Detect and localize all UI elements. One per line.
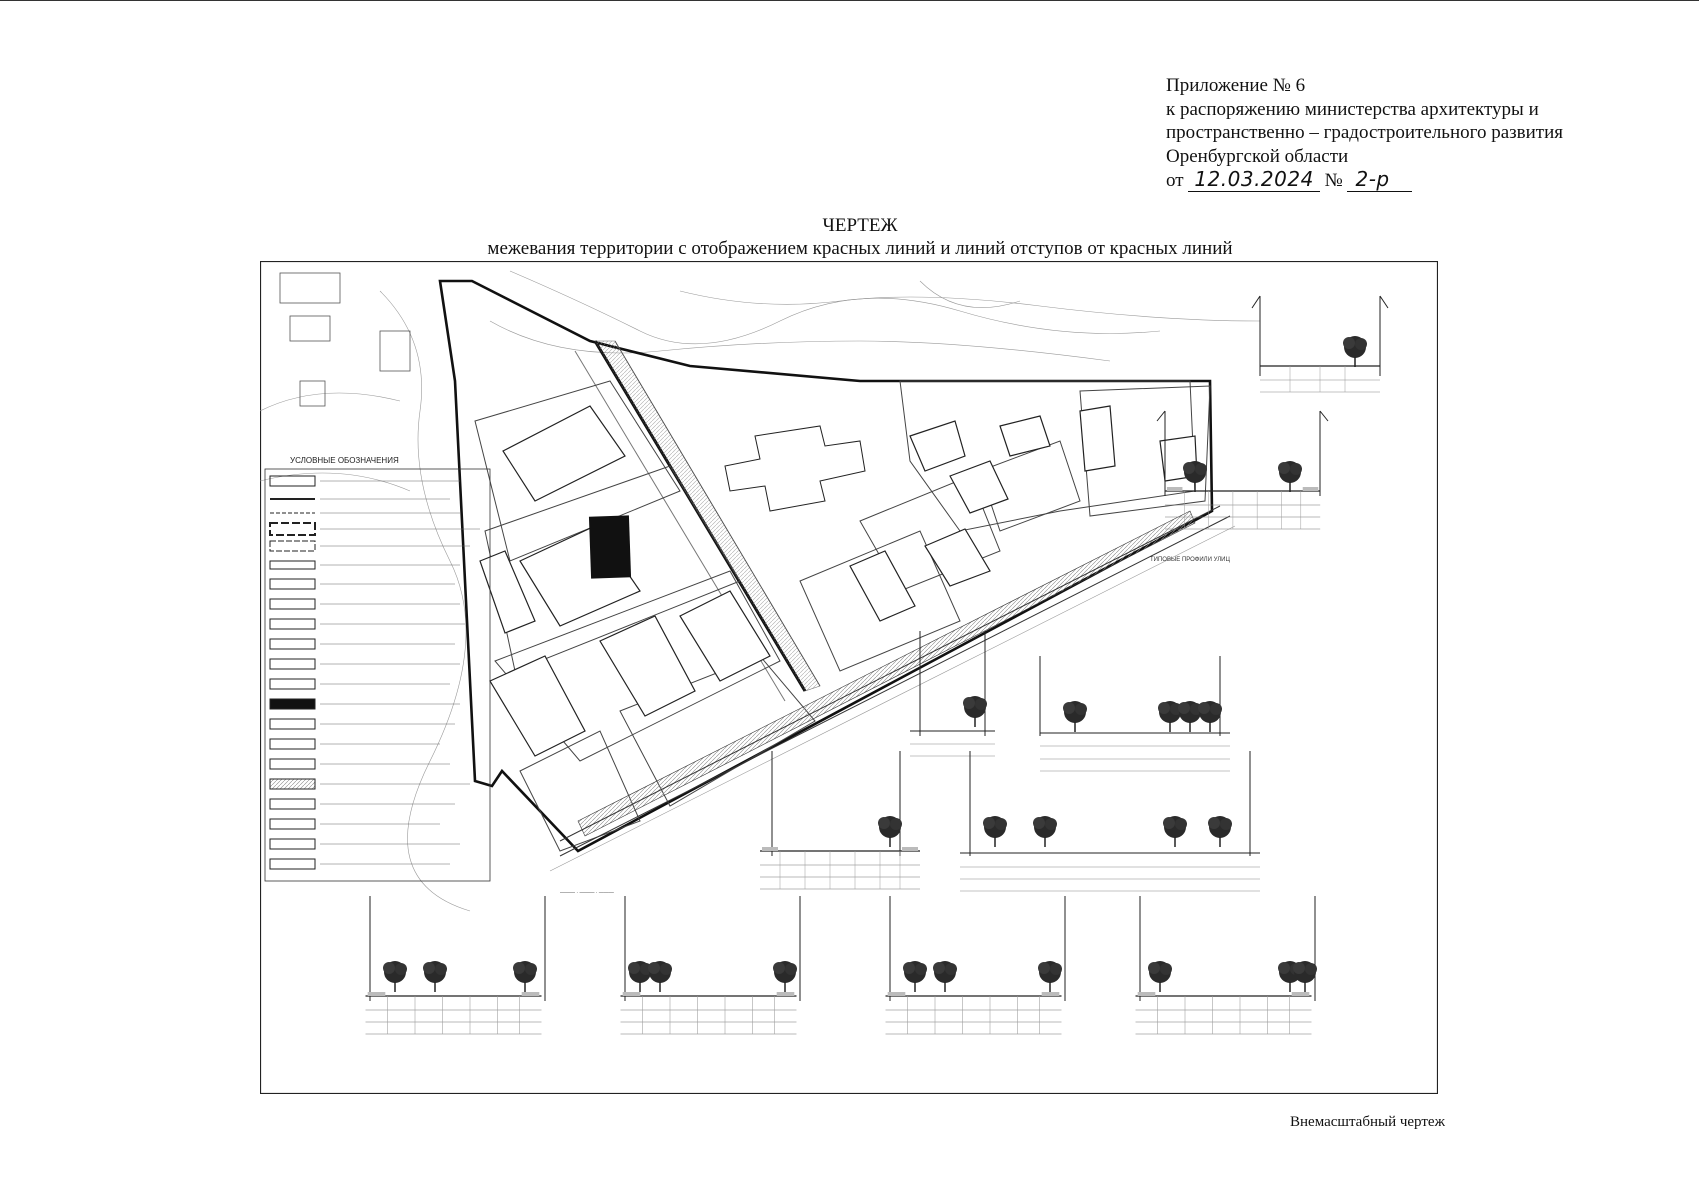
drawing-subtitle: межевания территории с отображением красных линий и линий отступов от красных линий — [487, 238, 1233, 259]
appendix-line-1: Приложение № 6 — [1166, 75, 1306, 96]
handwritten-number: 2-р — [1347, 167, 1411, 192]
parking-building-dark — [589, 515, 631, 578]
drawing-title: ЧЕРТЕЖ — [822, 215, 898, 236]
date-prefix: от — [1166, 170, 1184, 191]
appendix-line-4: Оренбургской области — [1166, 145, 1349, 167]
svg-text:——— · ——— · ———: ——— · ——— · ——— — [560, 890, 614, 896]
drawing-frame — [260, 261, 1438, 1094]
typical-profiles-heading: ТИПОВЫЕ ПРОФИЛИ УЛИЦ — [1150, 557, 1230, 563]
appendix-block — [1166, 74, 1563, 193]
scan-top-edge — [0, 0, 1699, 1]
handwritten-date: 12.03.2024 — [1188, 167, 1320, 192]
number-prefix: № — [1324, 170, 1343, 191]
footer-note: Внемасштабный чертеж — [1290, 1114, 1445, 1130]
appendix-line-3: пространственно – градостроительного развития — [1166, 122, 1563, 143]
appendix-date-line — [1166, 168, 1563, 193]
legend-heading: УСЛОВНЫЕ ОБОЗНАЧЕНИЯ — [290, 456, 399, 465]
appendix-line-2: к распоряжению министерства архитектуры и — [1166, 98, 1539, 120]
planning-drawing — [260, 261, 1438, 1094]
